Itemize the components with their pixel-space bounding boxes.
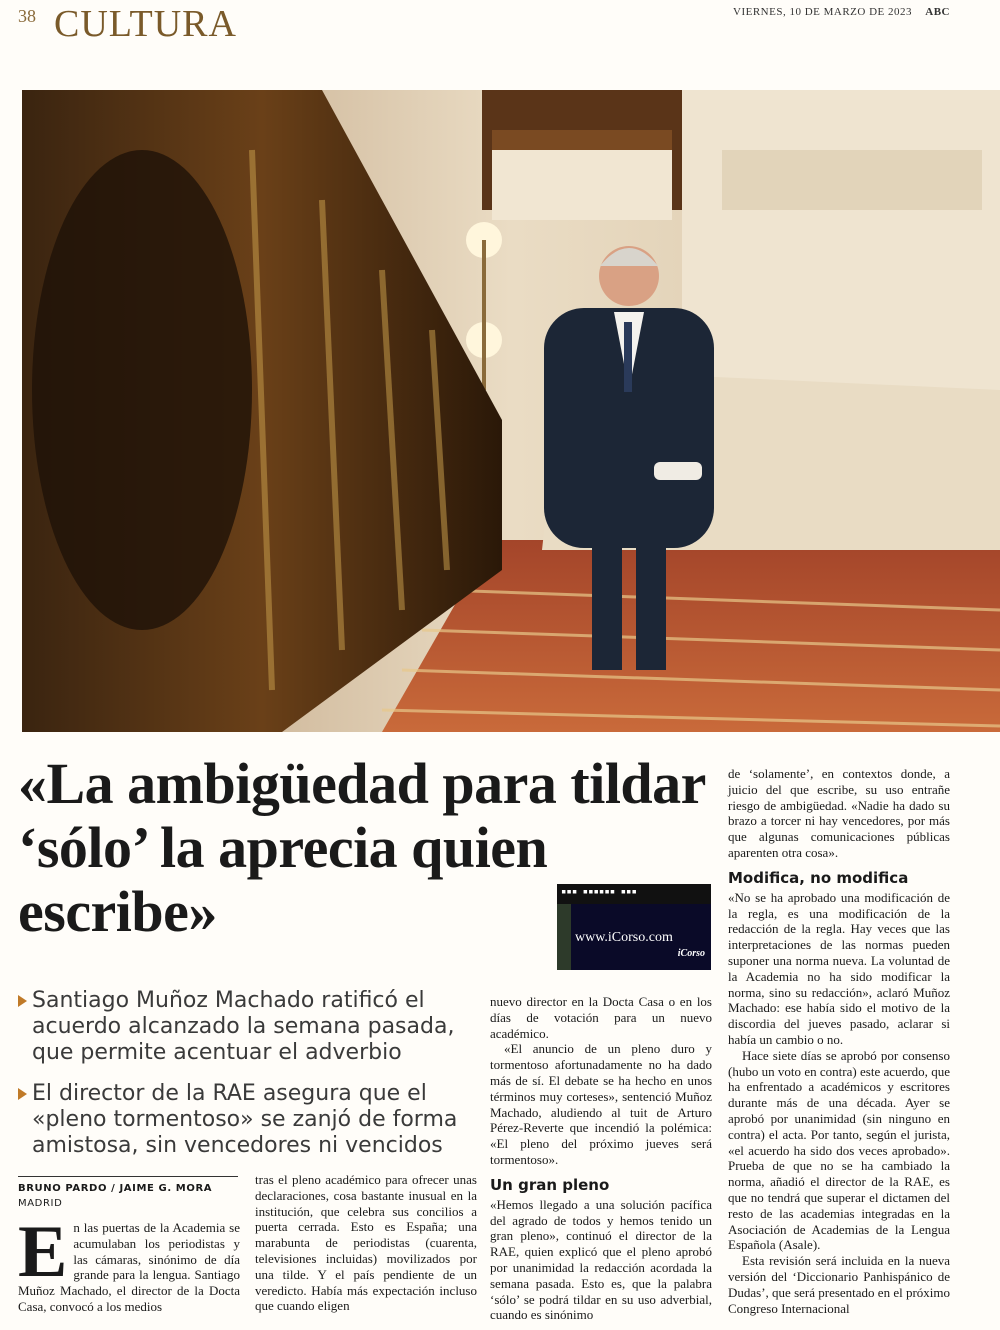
paragraph: «No se ha aprobado una modificación de la regla, es una modificación de la redacción de la regla. Hay veces que las interpretaciones de las normas pueden suponer una norma nueva. La voluntad de la Academia no ha sido modificar la norma, sino su redacción», aclaró Muñoz Machado: ese había sido el motivo de la discordia del jueves pasado, aclarar si había un cambio o no. (728, 889, 950, 1047)
dateline-place: MADRID (18, 1198, 63, 1209)
paragraph: «El anuncio de un pleno duro y tormentoso afortunadamente no ha dado más de sí. El debate se ha hecho en unos términos muy corteses», sentenció Muñoz Machado, aludiendo al tuit de Arturo Pérez-Reverte que incendió la polémica: «El pleno del próximo jueves será tormentoso». (490, 1041, 712, 1167)
paragraph: Esta revisión será incluida en la nueva versión del ‘Diccionario Panhispánico de Dudas’, que será presentado en el próximo Congreso Internacional (728, 1253, 951, 1316)
ad-url[interactable]: www.iCorso.com (575, 930, 673, 945)
advertisement[interactable] (557, 884, 711, 970)
ad-banner: ▪▪▪ ▪▪▪▪▪▪ ▪▪▪ (557, 884, 711, 904)
subheading: Modifica, no modifica (728, 868, 909, 887)
ad-sidebar-strip (557, 904, 571, 970)
paragraph: E n las puertas de la Academia se acumulaban los periodistas y las cámaras, sinónimo de día grande para la lengua. Santiago Muñoz Machado, el director de la Docta Casa, convocó a los medios (18, 1211, 240, 1314)
headline: «La ambigüedad para tildar ‘sólo’ la aprecia quien escribe» (18, 751, 705, 944)
paragraph: Hace siete días se aprobó por consenso (hubo un voto en contra) este acuerdo, que ha enfrentado a académicos y escritores durante más de una década. Ayer se aprobó por unanimidad (sin ninguno en contra) el acta. Por tanto, según el jurista, «el acuerdo ha sido dos veces aprobado». Prueba de que no se ha cambiado la norma, añadió el director de la RAE, es que no tendrá que superar el dictamen del resto de las academias integradas en la Asociación de Academias de la Lengua Española (Asale). (728, 1047, 950, 1253)
article-photo (22, 90, 1000, 732)
paragraph: «Hemos llegado a una solución pacífica del agrado de todos y hemos tenido un gran pleno», continuó el director de la RAE, quien explicó que el pleno aprobó por unanimidad la redacción acordada la semana pasada. Esto es, que la palabra ‘sólo’ se podrá tildar en su uso adverbial, cuando es sinónimo (490, 1196, 712, 1323)
issue-date: VIERNES, 10 DE MARZO DE 2023 ABC (733, 6, 950, 18)
subheading: Un gran pleno (490, 1175, 610, 1194)
paragraph: tras el pleno académico para ofrecer unas declaraciones, cosa bastante inusual en la institución, que celebra sus concilios a puerta cerrada. Esto es España; una marabunta de periodistas (cuarenta, televisiones incluidas) movilizados por una tilde. Y el país pendiente de un veredicto. Había más expectación incluso que cuando eligen (255, 1172, 477, 1314)
body-column-2 (255, 1172, 477, 1314)
paragraph: nuevo director en la Docta Casa o en los días de votación para un nuevo académico. (490, 994, 712, 1041)
paragraph: de ‘solamente’, en contextos donde, a juicio del que escribe, su uso entrañe riesgo de ambigüedad. «Nadie ha dado su brazo a torcer ni hay vencedores, por más que algunas comunicaciones públicas aparenten otra cosa». (728, 766, 950, 860)
section-title: CULTURA (54, 3, 237, 45)
page-number: 38 (18, 6, 36, 26)
brand-name: ABC (925, 6, 950, 18)
ad-logo: iCorso (677, 948, 705, 959)
staircase-photo (22, 90, 1000, 732)
body-column-3 (490, 994, 712, 1323)
body-column-1 (18, 1211, 240, 1315)
bullet-triangle-icon (18, 995, 27, 1007)
body-column-4 (728, 766, 950, 1316)
bullet-triangle-icon (18, 1088, 27, 1100)
drop-cap: E (18, 1211, 68, 1293)
summary-item: El director de la RAE asegura que el «pleno tormentoso» se zanjó de forma amistosa, sin vencedores ni vencidos (18, 1081, 478, 1159)
byline: BRUNO PARDO / JAIME G. MORA (18, 1176, 238, 1194)
summary-item: Santiago Muñoz Machado ratificó el acuerdo alcanzado la semana pasada, que permite acentuar el adverbio (18, 988, 478, 1066)
